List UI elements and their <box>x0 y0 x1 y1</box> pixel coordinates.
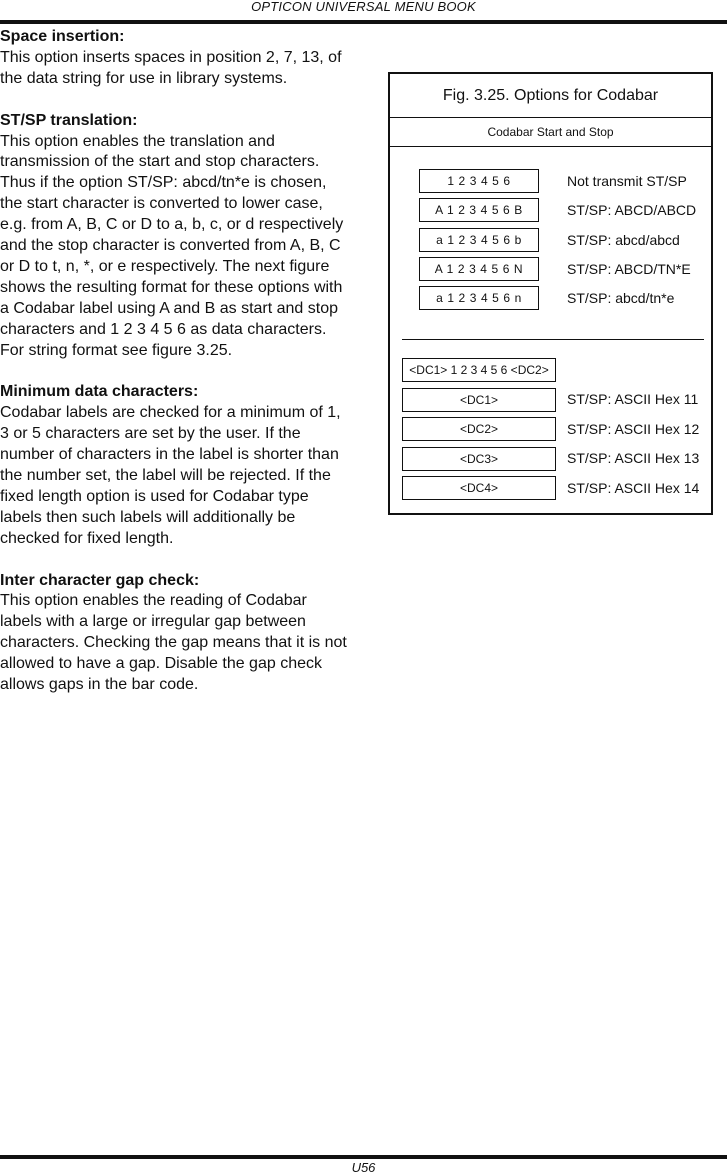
page-number: U56 <box>351 1160 376 1175</box>
codabar-options-figure <box>388 72 713 515</box>
section-body: Codabar labels are checked for a minimum of 1, 3 or 5 characters are set by the user. If the number of characters in the label is shorter than the number set, the label will be rejected. If the fixed length option is used for Codabar type labels then such labels will additionally be checked for fixed length. <box>0 404 341 547</box>
format-box: 1 2 3 4 5 6 <box>419 169 539 193</box>
format-box: A 1 2 3 4 5 6 N <box>419 257 539 281</box>
section-heading: Space insertion: <box>0 28 125 45</box>
running-header: OPTICON UNIVERSAL MENU BOOK <box>251 0 476 14</box>
section-body: This option enables the translation and transmission of the start and stop characters. Thus if the option ST/SP: abcd/tn*e is chosen, the start character is converted to lower case, e.g. from A, B, C or D to a, b, c, or d respectively and the stop character is converted from A, B, C or D to t, n, *, or e respectively. The next figure shows the resulting format for these options with a Codabar label using A and B as start and stop characters and 1 2 3 4 5 6 as data characters. For string format see figure 3.25. <box>0 132 344 359</box>
section-inter-character-gap-check <box>0 571 352 696</box>
format-label: ST/SP: ABCD/ABCD <box>567 202 697 218</box>
section-body: This option inserts spaces in position 2, 7, 13, of the data string for use in library systems. <box>0 48 342 87</box>
figure-subtitle: Codabar Start and Stop <box>390 118 711 147</box>
dc-format-box: <DC1> 1 2 3 4 5 6 <DC2> <box>402 358 556 382</box>
dc-box: <DC3> <box>402 447 556 471</box>
format-label: Not transmit ST/SP <box>567 173 687 189</box>
format-box: a 1 2 3 4 5 6 n <box>419 286 539 310</box>
hex-label: ST/SP: ASCII Hex 14 <box>567 480 700 496</box>
hex-label: ST/SP: ASCII Hex 12 <box>567 421 700 437</box>
format-label: ST/SP: abcd/tn*e <box>567 290 675 306</box>
dc-box: <DC4> <box>402 476 556 500</box>
figure-title: Fig. 3.25. Options for Codabar <box>390 74 711 118</box>
section-heading: Minimum data characters: <box>0 383 199 401</box>
section-heading: Inter character gap check: <box>0 571 200 589</box>
format-label: ST/SP: ABCD/TN*E <box>567 261 691 277</box>
format-box: a 1 2 3 4 5 6 b <box>419 228 539 252</box>
header-rule <box>0 20 727 24</box>
section-heading: ST/SP translation: <box>0 111 138 129</box>
footer-rule <box>0 1155 727 1159</box>
body-text-column <box>0 27 352 717</box>
dc-box: <DC1> <box>402 388 556 412</box>
hex-label: ST/SP: ASCII Hex 13 <box>567 450 700 466</box>
dc-box: <DC2> <box>402 417 556 441</box>
section-body: This option enables the reading of Codabar labels with a large or irregular gap between characters. Checking the gap means that it is not allowed to have a gap. Disable the gap check allows gaps in the bar code. <box>0 592 347 694</box>
section-space-insertion <box>0 27 352 90</box>
section-minimum-data-characters <box>0 382 352 549</box>
hex-label: ST/SP: ASCII Hex 11 <box>567 391 699 407</box>
format-label: ST/SP: abcd/abcd <box>567 232 680 248</box>
figure-divider <box>402 339 704 340</box>
format-box: A 1 2 3 4 5 6 B <box>419 198 539 222</box>
section-stsp-translation <box>0 111 352 362</box>
